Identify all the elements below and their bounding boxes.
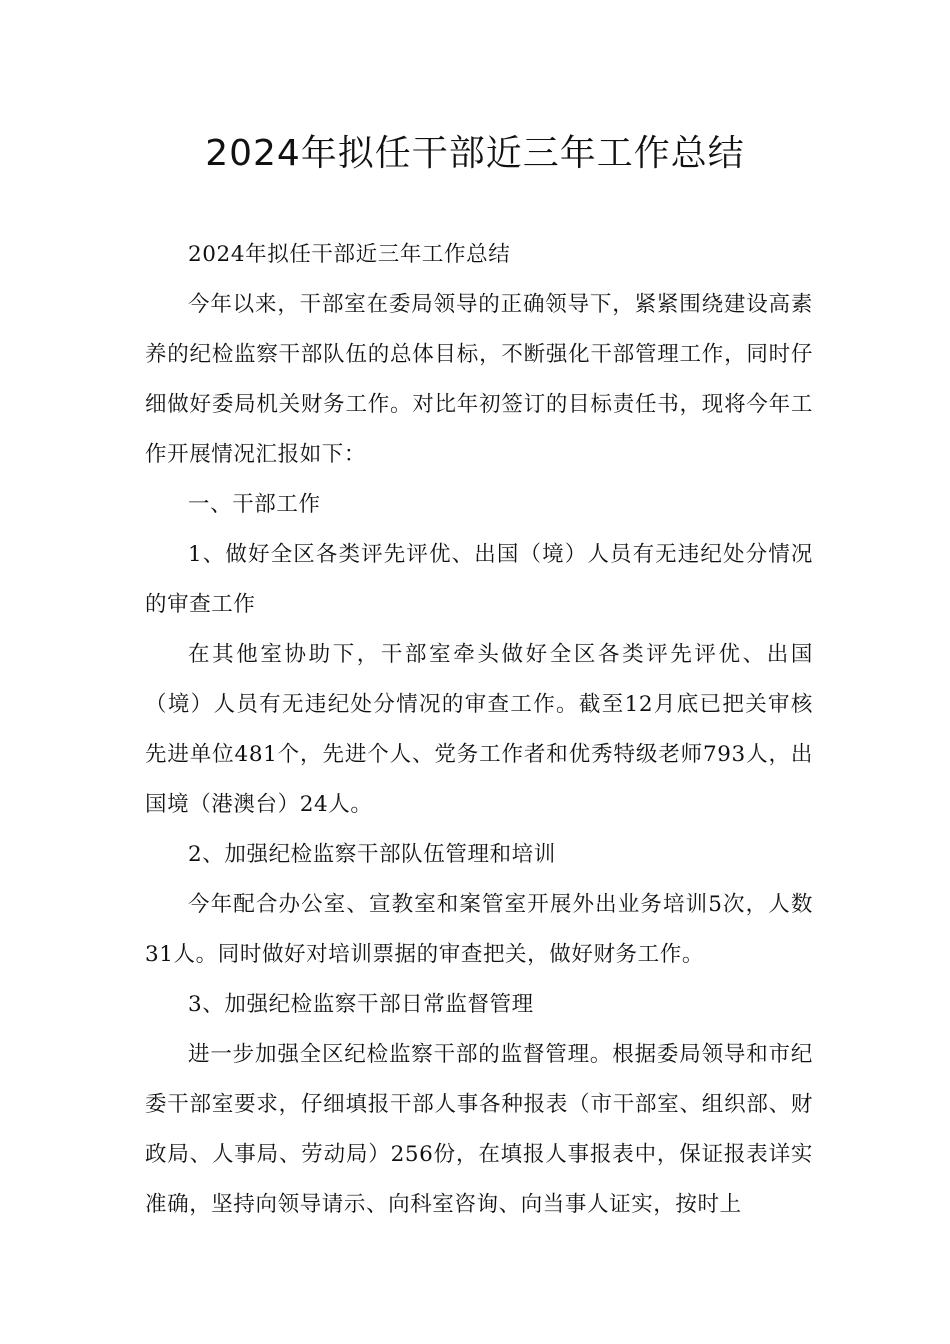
paragraph-supervision: 进一步加强全区纪检监察干部的监督管理。根据委局领导和市纪委干部室要求，仔细填报干部人事各种报表（市干部室、组织部、财政局、人事局、劳动局）256份，在填报人事报表中，保证报表详实准确，坚持向领导请示、向科室咨询、向当事人证实，按时上 [145,1042,813,1217]
subheading-supervision: 3、加强纪检监察干部日常监督管理 [188,992,534,1017]
subheading-review-work: 1、做好全区各类评先评优、出国（境）人员有无违纪处分情况的审查工作 [145,542,813,617]
paragraph-review-work: 在其他室协助下，干部室牵头做好全区各类评先评优、出国（境）人员有无违纪处分情况的审查工作。截至12月底已把关审核先进单位481个，先进个人、党务工作者和优秀特级老师793人，出国境（港澳台）24人。 [145,642,813,817]
section-heading-cadre-work: 一、干部工作 [188,492,321,517]
document-title: 2024年拟任干部近三年工作总结 [205,133,745,174]
subheading-training: 2、加强纪检监察干部队伍管理和培训 [188,842,556,867]
paragraph-intro: 今年以来，干部室在委局领导的正确领导下，紧紧围绕建设高素养的纪检监察干部队伍的总体目标，不断强化干部管理工作，同时仔细做好委局机关财务工作。对比年初签订的目标责任书，现将今年工作开展情况汇报如下： [145,292,813,467]
paragraph-subtitle: 2024年拟任干部近三年工作总结 [188,242,511,267]
paragraph-training: 今年配合办公室、宣教室和案管室开展外出业务培训5次，人数31人。同时做好对培训票据的审查把关，做好财务工作。 [145,892,813,967]
document-body [145,230,813,1230]
